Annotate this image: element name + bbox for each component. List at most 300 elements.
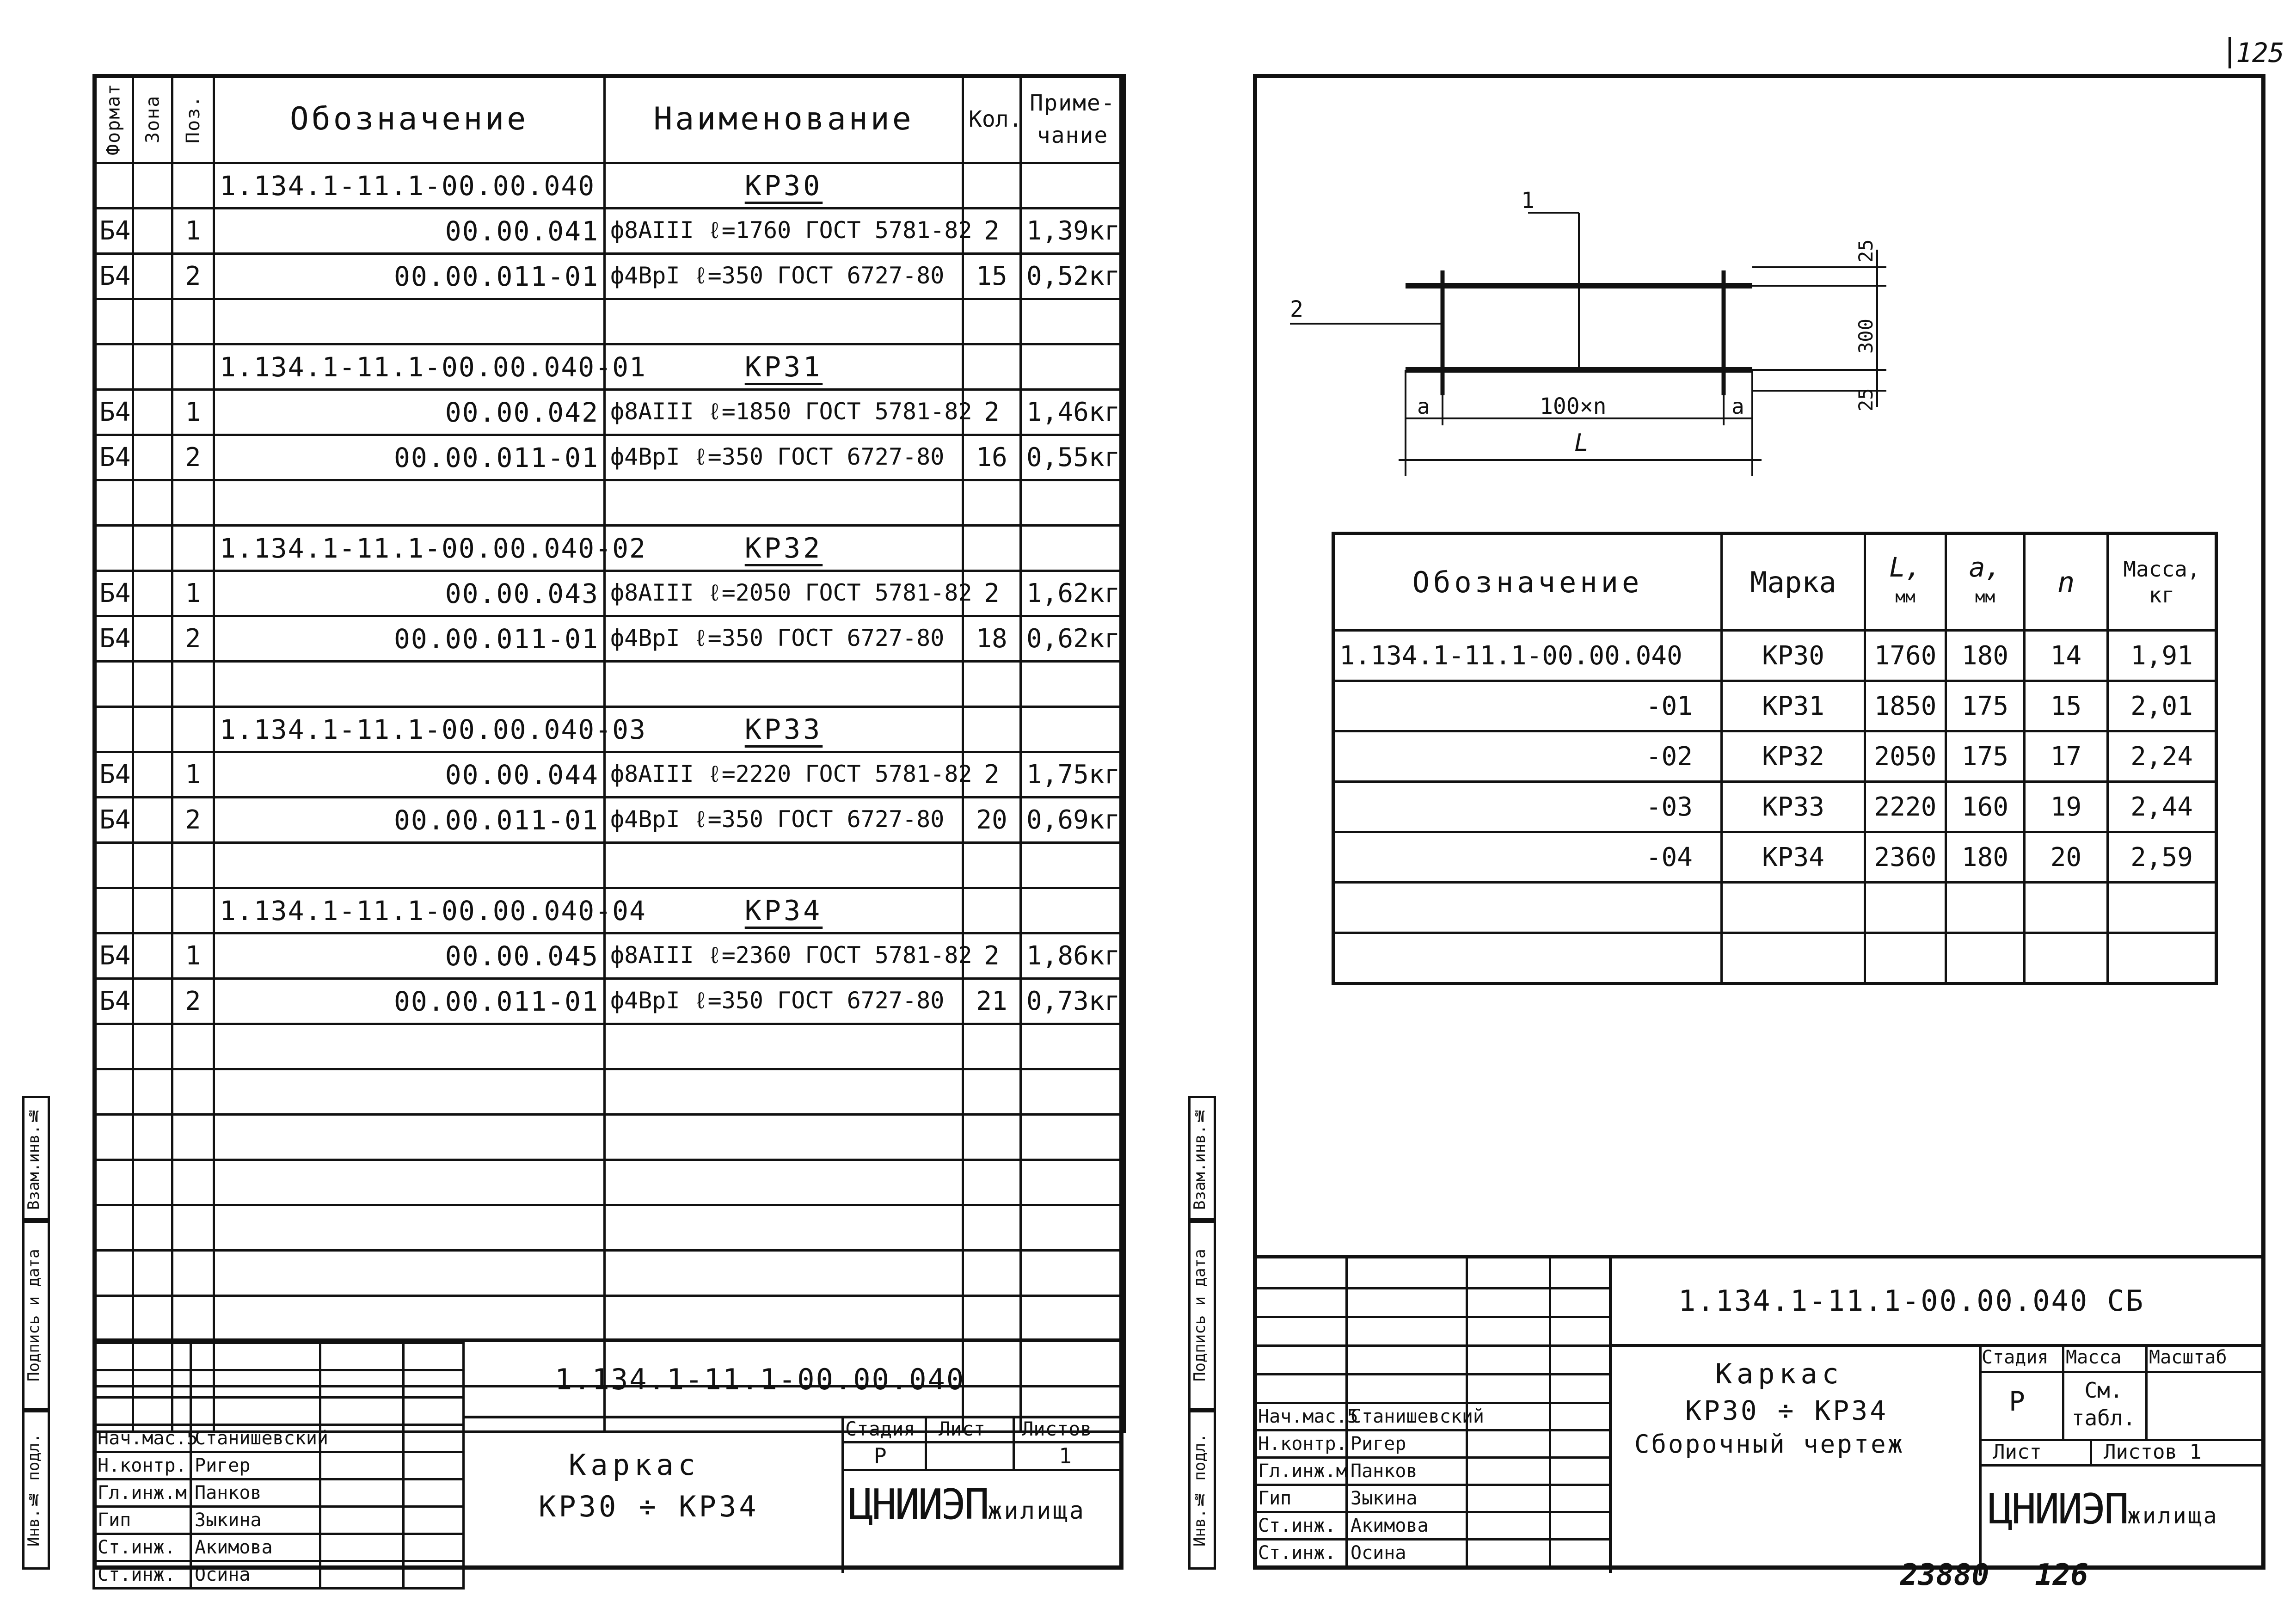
spec-cell-empty [605,1160,963,1205]
param-row [1333,681,2216,731]
sign-name: Акимова [191,1534,320,1561]
spec-row [94,254,1125,299]
sign-name: Ригер [1347,1430,1467,1458]
sign-role: Нач.мас.5 [1254,1403,1347,1430]
left-org-suffix: жилища [988,1497,1086,1525]
spec-designation [214,662,605,707]
col-pos-header: Поз. [172,75,214,163]
spec-qty: 16 [963,435,1021,480]
spec-name [605,571,972,616]
spec-cell-empty [963,1296,1021,1341]
spec-qty: 2 [963,390,1021,435]
spec-cell-empty [214,1205,605,1251]
archive-number-main: 23880 [1900,1558,1989,1592]
sign-name: Осина [1347,1540,1467,1567]
param-n: 19 [2025,782,2108,832]
sign-role: Ст.инж. [94,1534,191,1561]
spec-name-text: КР31 [744,350,823,383]
drawing-dim-mid: 100×n [1540,393,1607,419]
spec-pos [172,707,214,752]
spec-cell-empty [214,1296,605,1341]
spec-qty [963,163,1021,209]
left-org-logo [848,1480,1086,1529]
spec-qty [963,344,1021,390]
spec-format: Б4 [94,571,133,616]
spec-designation: 00.00.011-01 [214,616,605,662]
param-mass-label: Масса, [2123,557,2200,582]
left-title-block [92,1338,1123,1585]
spec-format [94,344,133,390]
param-a: 175 [1946,731,2025,782]
param-mark: КР34 [1722,832,1865,883]
left-signatures-table [92,1342,465,1590]
spec-cell-empty [94,1024,133,1069]
param-designation: 1.134.1-11.1-00.00.040 [1333,631,1722,681]
sign-role: Нач.мас.5 [94,1425,191,1452]
param-L: 2220 [1865,782,1946,832]
spec-row-empty [94,1024,1125,1069]
sign-signature [320,1425,404,1452]
spec-name [605,435,963,480]
sign-name: Акимова [1347,1512,1467,1540]
param-L: 1760 [1865,631,1946,681]
spec-pos: 2 [172,254,214,299]
archive-number [1900,1558,2088,1592]
spec-cell-empty [1021,1160,1125,1205]
spec-zone [133,571,172,616]
spec-row-empty [94,1069,1125,1115]
spec-name [605,707,963,752]
spec-designation: 00.00.041 [214,209,605,254]
right-sign-row [1254,1430,1610,1458]
left-side-label-replace-inv: Взам.инв.№ [22,1096,50,1221]
col-qty-header: Кол. [963,75,1021,163]
param-row-empty [1333,883,2216,933]
spec-cell-empty [963,1069,1021,1115]
spec-cell-empty [94,1115,133,1160]
param-cell-empty [2025,933,2108,984]
sign-role: Н.контр. [1254,1430,1347,1458]
right-sign-row [1254,1540,1610,1567]
spec-note: 0,52кг [1021,254,1125,299]
sign-cell-empty [320,1343,404,1370]
spec-name-text: ф4ВрI ℓ=350 ГОСТ 6727-80 [610,987,945,1014]
spec-zone [133,843,172,888]
spec-note [1021,843,1125,888]
note-header-line2: чание [1037,122,1109,148]
spec-row [94,979,1125,1024]
spec-format: Б4 [94,798,133,843]
spec-format [94,480,133,526]
spec-name [605,526,963,571]
right-title-line3: Сборочный чертеж [1634,1430,1905,1459]
sign-name: Панков [191,1479,320,1507]
param-body [1333,631,2216,984]
spec-format: Б4 [94,254,133,299]
sign-cell-empty [191,1343,320,1370]
spec-zone [133,526,172,571]
spec-cell-empty [94,1205,133,1251]
spec-name-text: ф4ВрI ℓ=350 ГОСТ 6727-80 [610,262,945,289]
spec-note: 0,55кг [1021,435,1125,480]
spec-designation: 00.00.011-01 [214,798,605,843]
spec-qty: 2 [963,571,1021,616]
param-n: 15 [2025,681,2108,731]
spec-name-text: ф8АIII ℓ=2360 ГОСТ 5781-82 [610,941,972,969]
sign-role: Ст.инж. [94,1561,191,1589]
spec-designation: 00.00.011-01 [214,979,605,1024]
spec-note [1021,299,1125,344]
right-title-line2: КР30 ÷ КР34 [1685,1395,1889,1426]
param-mass-unit: кг [2149,583,2175,608]
spec-note: 0,69кг [1021,798,1125,843]
right-sign-row [1254,1458,1610,1485]
spec-qty [963,843,1021,888]
right-sign-row [1254,1485,1610,1512]
specification-table [92,74,1126,1433]
spec-cell-empty [94,1069,133,1115]
param-L: 2360 [1865,832,1946,883]
spec-designation [214,843,605,888]
spec-cell-empty [172,1160,214,1205]
spec-pos: 1 [172,933,214,979]
spec-cell-empty [605,1205,963,1251]
spec-row [94,344,1125,390]
spec-designation: 1.134.1-11.1-00.00.040-03 [214,707,605,752]
spec-note [1021,526,1125,571]
drawing-dim-25-bottom: 25 [1854,388,1877,411]
spec-name [605,209,972,254]
drawing-dim-a-left: a [1417,394,1430,419]
right-sign-row [1254,1512,1610,1540]
param-a-unit: мм [1975,587,1995,607]
left-org-name: ЦНИИЭП [848,1480,988,1529]
sign-date [1550,1512,1610,1540]
spec-name [605,616,963,662]
left-side-label-sign-date: Подпись и дата [22,1221,50,1410]
drawing-dim-300: 300 [1854,319,1877,354]
param-mark: КР33 [1722,782,1865,832]
param-L: 1850 [1865,681,1946,731]
spec-cell-empty [94,1160,133,1205]
param-row-empty [1333,933,2216,984]
param-cell-empty [1722,933,1865,984]
param-n: 17 [2025,731,2108,782]
spec-name [605,933,972,979]
spec-name [605,843,963,888]
note-header-line1: Приме- [1030,90,1116,116]
spec-format [94,299,133,344]
spec-zone [133,480,172,526]
spec-note [1021,662,1125,707]
spec-cell-empty [214,1069,605,1115]
sign-cell-empty [404,1398,464,1425]
sign-name: Зыкина [1347,1485,1467,1512]
right-sign-row [1254,1403,1610,1430]
spec-qty [963,888,1021,933]
sign-signature [320,1534,404,1561]
spec-pos: 1 [172,390,214,435]
left-stage-value: Р [874,1443,887,1468]
param-mark: КР32 [1722,731,1865,782]
spec-cell-empty [1021,1069,1125,1115]
spec-name-text: ф4ВрI ℓ=350 ГОСТ 6727-80 [610,443,945,470]
spec-row [94,163,1125,209]
sign-signature [1467,1540,1550,1567]
sign-signature [320,1507,404,1534]
right-sheets-label: Листов 1 [2104,1440,2202,1464]
parameter-table [1332,532,2218,985]
param-n: 20 [2025,832,2108,883]
spec-cell-empty [605,1251,963,1296]
archive-page: 126 [2035,1558,2088,1592]
sign-role: Ст.инж. [1254,1540,1347,1567]
spec-zone [133,662,172,707]
spec-name-text: ф8АIII ℓ=2050 ГОСТ 5781-82 [610,579,972,606]
left-sign-row-empty [94,1343,464,1370]
spec-qty: 2 [963,752,1021,798]
sign-date [404,1561,464,1589]
param-cell-empty [2108,883,2216,933]
param-cell-empty [1865,933,1946,984]
spec-designation: 00.00.045 [214,933,605,979]
param-a: 160 [1946,782,2025,832]
param-col-designation: Обозначение [1333,534,1722,631]
spec-designation: 00.00.043 [214,571,605,616]
spec-format: Б4 [94,933,133,979]
sheet-number: 125 [2228,37,2284,68]
left-side-label-inv-orig: Инв.№ подл. [22,1410,50,1570]
spec-row [94,480,1125,526]
spec-cell-empty [1021,1251,1125,1296]
sign-cell-empty [191,1398,320,1425]
spec-cell-empty [605,1024,963,1069]
spec-note: 1,46кг [1021,390,1125,435]
param-L-unit: мм [1895,587,1915,607]
sign-role: Гип [94,1507,191,1534]
spec-name-text: ф8АIII ℓ=2220 ГОСТ 5781-82 [610,760,972,787]
sign-cell-empty [320,1370,404,1398]
col-designation-header: Обозначение [214,75,605,163]
left-stage-label: Стадия [845,1418,915,1440]
sign-cell-empty [94,1343,191,1370]
spec-name-text: ф4ВрI ℓ=350 ГОСТ 6727-80 [610,624,945,651]
spec-cell-empty [133,1024,172,1069]
spec-cell-empty [1021,1115,1125,1160]
param-row [1333,731,2216,782]
spec-name-text: ф4ВрI ℓ=350 ГОСТ 6727-80 [610,805,945,833]
spec-row-empty [94,1251,1125,1296]
spec-zone [133,707,172,752]
left-sign-row [94,1561,464,1589]
spec-pos [172,344,214,390]
sign-date [404,1534,464,1561]
spec-row [94,662,1125,707]
left-title-line2: КР30 ÷ КР34 [539,1490,759,1523]
spec-cell-empty [214,1024,605,1069]
sign-date [1550,1485,1610,1512]
spec-pos [172,888,214,933]
sign-role: Гл.инж.м [94,1479,191,1507]
sign-signature [320,1452,404,1479]
spec-cell-empty [133,1251,172,1296]
left-sign-row [94,1452,464,1479]
spec-zone [133,888,172,933]
right-org-suffix: жилища [2127,1503,2219,1529]
col-name-header: Наименование [605,75,963,163]
sign-date [404,1479,464,1507]
sign-role: Н.контр. [94,1452,191,1479]
spec-designation: 1.134.1-11.1-00.00.040-02 [214,526,605,571]
sign-name: Панков [1347,1458,1467,1485]
left-sheet-label: Лист [939,1418,986,1440]
param-col-L [1865,534,1946,631]
spec-name-text: ф8АIII ℓ=1760 ГОСТ 5781-82 [610,216,972,244]
spec-pos: 2 [172,435,214,480]
spec-pos [172,480,214,526]
spec-cell-empty [214,1160,605,1205]
spec-designation [214,299,605,344]
param-cell-empty [1333,883,1722,933]
spec-zone [133,616,172,662]
spec-pos [172,299,214,344]
spec-qty: 15 [963,254,1021,299]
sign-cell-empty [320,1398,404,1425]
sign-name: Ригер [191,1452,320,1479]
spec-qty: 18 [963,616,1021,662]
param-a: 180 [1946,832,2025,883]
sign-signature [1467,1458,1550,1485]
param-L-label: L, [1889,551,1922,583]
sign-name: Осина [191,1561,320,1589]
spec-designation [214,480,605,526]
spec-name [605,662,963,707]
spec-cell-empty [172,1115,214,1160]
param-mass: 2,59 [2108,832,2216,883]
spec-cell-empty [133,1296,172,1341]
spec-row-empty [94,1205,1125,1251]
spec-row [94,616,1125,662]
spec-name [605,344,963,390]
spec-body [94,163,1125,1432]
sign-signature [1467,1512,1550,1540]
sign-date [404,1425,464,1452]
param-cell-empty [1865,883,1946,933]
param-mass: 2,44 [2108,782,2216,832]
right-side-label-inv-orig: Инв.№ подл. [1188,1410,1216,1570]
spec-zone [133,254,172,299]
param-cell-empty [2108,933,2216,984]
left-sheets-label: Листов [1022,1418,1092,1440]
spec-pos: 1 [172,752,214,798]
spec-note: 1,62кг [1021,571,1125,616]
spec-pos: 2 [172,979,214,1024]
spec-pos [172,163,214,209]
frame-drawing [1271,185,1928,490]
spec-qty [963,480,1021,526]
param-row [1333,782,2216,832]
drawing-label-2: 2 [1290,296,1303,322]
sign-role: Ст.инж. [1254,1512,1347,1540]
spec-note: 1,39кг [1021,209,1125,254]
param-mark: КР31 [1722,681,1865,731]
spec-cell-empty [963,1115,1021,1160]
param-cell-empty [1946,883,2025,933]
sign-cell-empty [191,1370,320,1398]
spec-qty: 21 [963,979,1021,1024]
spec-zone [133,163,172,209]
param-designation: -04 [1333,832,1722,883]
spec-cell-empty [214,1115,605,1160]
spec-qty [963,299,1021,344]
param-mass: 2,01 [2108,681,2216,731]
right-mass-value: См. табл. [2071,1378,2136,1430]
drawing-label-1: 1 [1521,188,1535,214]
spec-row [94,752,1125,798]
spec-row-empty [94,1296,1125,1341]
param-cell-empty [2025,883,2108,933]
spec-pos [172,526,214,571]
col-note-header [1021,75,1125,163]
spec-designation: 00.00.011-01 [214,435,605,480]
left-doc-number: 1.134.1-11.1-00.00.040 [555,1363,965,1396]
col-format-header: Формат [94,75,133,163]
left-sign-row-empty [94,1370,464,1398]
spec-cell-empty [605,1115,963,1160]
param-header-row [1333,534,2216,631]
spec-note [1021,888,1125,933]
spec-name [605,299,963,344]
param-designation: -01 [1333,681,1722,731]
left-title-line1: Каркас [569,1448,700,1482]
spec-cell-empty [133,1205,172,1251]
param-mass: 1,91 [2108,631,2216,681]
spec-name [605,480,963,526]
left-sheets-value: 1 [1059,1443,1072,1468]
param-col-mark: Марка [1722,534,1865,631]
spec-note: 0,73кг [1021,979,1125,1024]
spec-name [605,254,963,299]
sign-cell-empty [404,1370,464,1398]
drawing-dim-25-top: 25 [1854,239,1877,263]
right-stage-label: Стадия [1982,1347,2049,1368]
left-sign-row [94,1425,464,1452]
spec-cell-empty [963,1251,1021,1296]
spec-cell-empty [1021,1296,1125,1341]
spec-designation: 1.134.1-11.1-00.00.040 [214,163,605,209]
spec-name [605,163,963,209]
spec-cell-empty [172,1251,214,1296]
spec-row [94,526,1125,571]
spec-row [94,888,1125,933]
sign-role: Гип [1254,1485,1347,1512]
right-signatures-table [1253,1402,1611,1568]
spec-cell-empty [172,1024,214,1069]
param-row [1333,631,2216,681]
param-col-n: n [2025,534,2108,631]
param-L: 2050 [1865,731,1946,782]
param-cell-empty [1722,883,1865,933]
param-mark: КР30 [1722,631,1865,681]
spec-designation: 1.134.1-11.1-00.00.040-01 [214,344,605,390]
param-row [1333,832,2216,883]
spec-name [605,390,972,435]
drawing-dim-L: L [1574,429,1589,457]
spec-format: Б4 [94,616,133,662]
spec-note [1021,480,1125,526]
spec-qty [963,662,1021,707]
right-title-block [1253,1255,2265,1570]
